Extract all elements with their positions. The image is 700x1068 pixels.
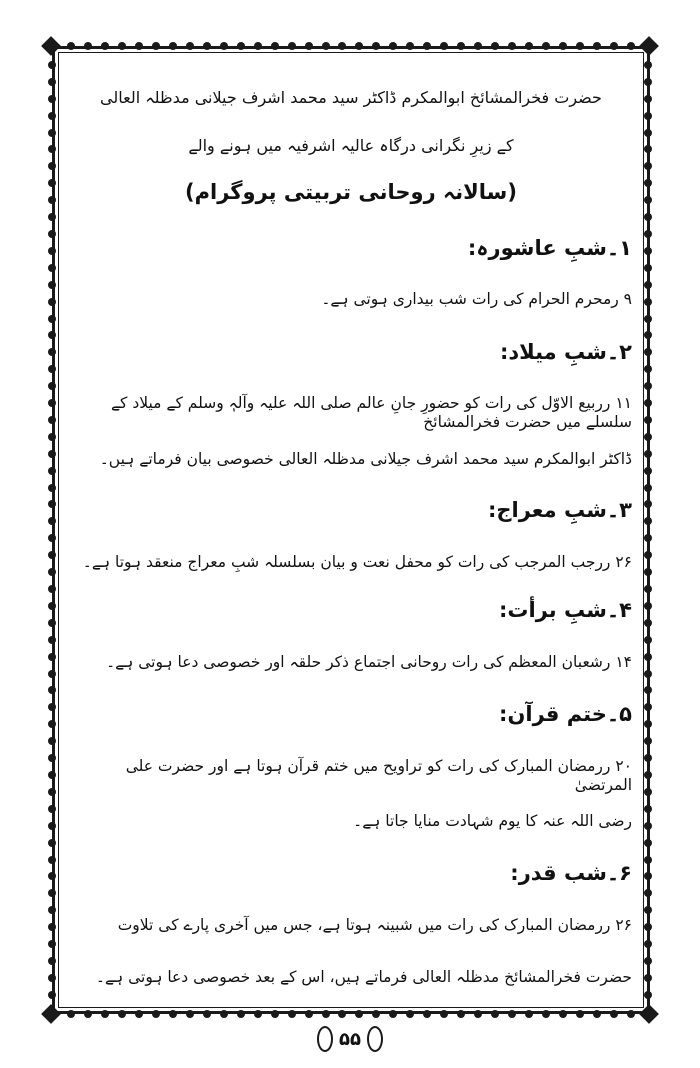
section-heading: ۴۔شبِ برأت:	[499, 598, 632, 622]
border-dot	[48, 670, 56, 678]
border-dot	[457, 42, 465, 50]
border-dot	[644, 213, 652, 221]
section-heading: ۶۔شب قدر:	[510, 861, 632, 885]
border-dot	[48, 653, 56, 661]
border-dot	[644, 754, 652, 762]
border-dot	[203, 1010, 211, 1018]
border-dot	[48, 484, 56, 492]
border-dot	[355, 1010, 363, 1018]
border-dot	[644, 906, 652, 914]
border-dot	[644, 872, 652, 880]
border-dot	[48, 213, 56, 221]
section-line: حضرت فخرالمشائخ مدظلہ العالی فرماتے ہیں، اس کے بعد خصوصی دعا ہوتی ہے۔	[95, 968, 632, 986]
border-dot	[644, 602, 652, 610]
border-dot	[48, 872, 56, 880]
border-dot	[644, 179, 652, 187]
border-dots-left	[47, 44, 57, 1016]
border-dot	[48, 517, 56, 525]
border-dot	[48, 602, 56, 610]
border-dot	[48, 636, 56, 644]
border-dot	[542, 1010, 550, 1018]
border-dot	[48, 686, 56, 694]
section-line: ۱۱ رربیع الاوّل کی رات کو حضورِ جانِ عالم صلی اللہ علیہ وآلہٖ وسلم کے میلاد کے سلسلے میں حضرت فخرالمشائخ	[110, 394, 632, 431]
border-dot	[101, 1010, 109, 1018]
border-dot	[152, 42, 160, 50]
border-dot	[48, 771, 56, 779]
border-dot	[644, 112, 652, 120]
border-dot	[525, 1010, 533, 1018]
border-dot	[644, 145, 652, 153]
border-dot	[48, 450, 56, 458]
border-dots-top	[50, 41, 652, 51]
border-dot	[644, 771, 652, 779]
border-dot	[237, 1010, 245, 1018]
border-dot	[644, 467, 652, 475]
border-dot	[457, 1010, 465, 1018]
page-number: ۵۵	[339, 1028, 361, 1050]
program-title: (سالانہ روحانی تربیتی پروگرام)	[185, 180, 517, 204]
border-dot	[48, 179, 56, 187]
border-dot	[48, 822, 56, 830]
border-dot	[186, 1010, 194, 1018]
border-dot	[389, 1010, 397, 1018]
border-dot	[48, 95, 56, 103]
section-line: ۲۰ ررمضان المبارک کی رات کو تراویح میں ختم قرآن ہوتا ہے اور حضرت علی المرتضیٰ	[125, 757, 632, 794]
border-dot	[644, 551, 652, 559]
border-dot	[576, 42, 584, 50]
border-dot	[644, 298, 652, 306]
border-dot	[288, 42, 296, 50]
border-dot	[48, 348, 56, 356]
border-dot	[48, 619, 56, 627]
border-dot	[644, 348, 652, 356]
border-dot	[48, 61, 56, 69]
border-dot	[644, 636, 652, 644]
border-dot	[644, 889, 652, 897]
border-dot	[644, 619, 652, 627]
border-dot	[48, 382, 56, 390]
border-dot	[644, 974, 652, 982]
border-dot	[644, 484, 652, 492]
border-dot	[48, 433, 56, 441]
border-dots-right	[643, 44, 653, 1016]
border-dot	[644, 382, 652, 390]
border-dot	[525, 42, 533, 50]
border-dot	[84, 1010, 92, 1018]
border-dot	[644, 95, 652, 103]
border-dot	[48, 467, 56, 475]
border-dot	[627, 1010, 635, 1018]
border-dots-bottom	[50, 1009, 652, 1019]
border-dot	[48, 703, 56, 711]
border-dot	[372, 1010, 380, 1018]
border-dot	[644, 585, 652, 593]
border-dot	[644, 923, 652, 931]
section-heading: ۵۔ختم قرآن:	[499, 702, 632, 726]
border-dot	[644, 856, 652, 864]
border-dot	[48, 112, 56, 120]
border-dot	[644, 720, 652, 728]
border-dot	[440, 42, 448, 50]
page-content	[66, 66, 636, 1006]
border-dot	[610, 42, 618, 50]
border-dot	[67, 42, 75, 50]
border-dot	[135, 1010, 143, 1018]
border-dot	[48, 416, 56, 424]
section-heading: ۱۔شبِ عاشورہ:	[467, 236, 632, 260]
border-dot	[220, 1010, 228, 1018]
border-dot	[644, 568, 652, 576]
border-dot	[644, 315, 652, 323]
border-dot	[338, 42, 346, 50]
border-dot	[48, 991, 56, 999]
border-dot	[644, 365, 652, 373]
border-dot	[203, 42, 211, 50]
border-dot	[169, 42, 177, 50]
border-dot	[491, 42, 499, 50]
border-dot	[48, 264, 56, 272]
border-dot	[644, 653, 652, 661]
border-dot	[48, 906, 56, 914]
border-dot	[48, 957, 56, 965]
border-dot	[48, 230, 56, 238]
section-line: ۹ رمحرم الحرام کی رات شب بیداری ہوتی ہے۔	[321, 290, 632, 308]
border-dot	[644, 670, 652, 678]
border-dot	[48, 162, 56, 170]
border-dot	[186, 42, 194, 50]
section-heading: ۳۔شبِ معراج:	[488, 498, 632, 522]
border-dot	[152, 1010, 160, 1018]
border-dot	[644, 737, 652, 745]
border-dot	[644, 534, 652, 542]
section-line: ۲۶ ررجب المرجب کی رات کو محفل نعت و بیان بسلسلہ شبِ معراج منعقد ہوتا ہے۔	[82, 553, 632, 571]
border-dot	[271, 42, 279, 50]
border-dot	[48, 585, 56, 593]
border-dot	[542, 42, 550, 50]
border-dot	[48, 940, 56, 948]
border-dot	[305, 42, 313, 50]
border-dot	[593, 1010, 601, 1018]
border-dot	[322, 1010, 330, 1018]
border-dot	[48, 247, 56, 255]
header-title: حضرت فخرالمشائخ ابوالمکرم ڈاکٹر سید محمد اشرف جیلانی مدظلہ العالی	[100, 88, 602, 107]
border-dot	[389, 42, 397, 50]
border-dot	[48, 331, 56, 339]
border-dot	[644, 196, 652, 204]
border-dot	[644, 281, 652, 289]
border-dot	[48, 196, 56, 204]
border-dot	[355, 42, 363, 50]
border-dot	[48, 839, 56, 847]
border-dot	[48, 399, 56, 407]
border-dot	[84, 42, 92, 50]
border-dot	[644, 991, 652, 999]
border-dot	[644, 450, 652, 458]
border-dot	[338, 1010, 346, 1018]
bracket-ornament-icon	[367, 1026, 383, 1052]
border-dot	[101, 42, 109, 50]
section-line: ڈاکٹر ابوالمکرم سید محمد اشرف جیلانی مدظلہ العالی خصوصی بیان فرماتے ہیں۔	[99, 450, 632, 468]
border-dot	[644, 703, 652, 711]
bracket-ornament-icon	[317, 1026, 333, 1052]
border-dot	[118, 1010, 126, 1018]
section-line: ۱۴ رشعبان المعظم کی رات روحانی اجتماع ذکر حلقہ اور خصوصی دعا ہوتی ہے۔	[106, 653, 632, 671]
border-dot	[423, 42, 431, 50]
border-dot	[305, 1010, 313, 1018]
border-dot	[644, 230, 652, 238]
header-subtitle: کے زیرِ نگرانی درگاہ عالیہ اشرفیہ میں ہونے والے	[188, 136, 514, 155]
border-dot	[474, 1010, 482, 1018]
border-dot	[508, 42, 516, 50]
section-heading: ۲۔شبِ میلاد:	[499, 340, 632, 364]
border-dot	[474, 42, 482, 50]
border-dot	[644, 839, 652, 847]
border-dot	[644, 788, 652, 796]
border-dot	[644, 940, 652, 948]
border-dot	[644, 264, 652, 272]
border-dot	[491, 1010, 499, 1018]
border-dot	[169, 1010, 177, 1018]
border-dot	[644, 399, 652, 407]
border-dot	[593, 42, 601, 50]
border-dot	[644, 822, 652, 830]
border-dot	[48, 534, 56, 542]
border-dot	[48, 737, 56, 745]
border-dot	[644, 61, 652, 69]
border-dot	[644, 957, 652, 965]
border-dot	[559, 1010, 567, 1018]
border-dot	[48, 856, 56, 864]
border-dot	[288, 1010, 296, 1018]
border-dot	[48, 281, 56, 289]
page-footer	[300, 1024, 400, 1054]
border-dot	[48, 78, 56, 86]
border-dot	[610, 1010, 618, 1018]
border-dot	[48, 889, 56, 897]
border-dot	[644, 247, 652, 255]
border-dot	[48, 568, 56, 576]
border-dot	[644, 129, 652, 137]
border-dot	[440, 1010, 448, 1018]
border-dot	[48, 315, 56, 323]
border-dot	[48, 365, 56, 373]
border-dot	[627, 42, 635, 50]
border-dot	[644, 162, 652, 170]
border-dot	[48, 298, 56, 306]
border-dot	[372, 42, 380, 50]
border-dot	[644, 78, 652, 86]
border-dot	[118, 42, 126, 50]
border-dot	[644, 433, 652, 441]
border-dot	[576, 1010, 584, 1018]
border-dot	[48, 129, 56, 137]
border-dot	[508, 1010, 516, 1018]
border-dot	[48, 754, 56, 762]
border-dot	[644, 331, 652, 339]
border-dot	[135, 42, 143, 50]
border-dot	[220, 42, 228, 50]
border-dot	[322, 42, 330, 50]
border-dot	[48, 974, 56, 982]
border-dot	[48, 551, 56, 559]
border-dot	[406, 42, 414, 50]
border-dot	[48, 145, 56, 153]
border-dot	[423, 1010, 431, 1018]
border-dot	[48, 720, 56, 728]
border-dot	[48, 500, 56, 508]
border-dot	[406, 1010, 414, 1018]
border-dot	[271, 1010, 279, 1018]
border-dot	[254, 1010, 262, 1018]
border-dot	[48, 805, 56, 813]
border-dot	[254, 42, 262, 50]
border-dot	[644, 805, 652, 813]
border-dot	[644, 686, 652, 694]
section-line: رضی اللہ عنہ کا یوم شہادت منایا جاتا ہے۔	[353, 812, 632, 830]
border-dot	[644, 500, 652, 508]
border-dot	[644, 517, 652, 525]
border-dot	[559, 42, 567, 50]
section-line: ۲۶ ررمضان المبارک کی رات میں شبینہ ہوتا ہے، جس میں آخری پارے کی تلاوت	[117, 916, 632, 934]
border-dot	[237, 42, 245, 50]
border-dot	[67, 1010, 75, 1018]
border-dot	[48, 788, 56, 796]
border-dot	[644, 416, 652, 424]
border-dot	[48, 923, 56, 931]
